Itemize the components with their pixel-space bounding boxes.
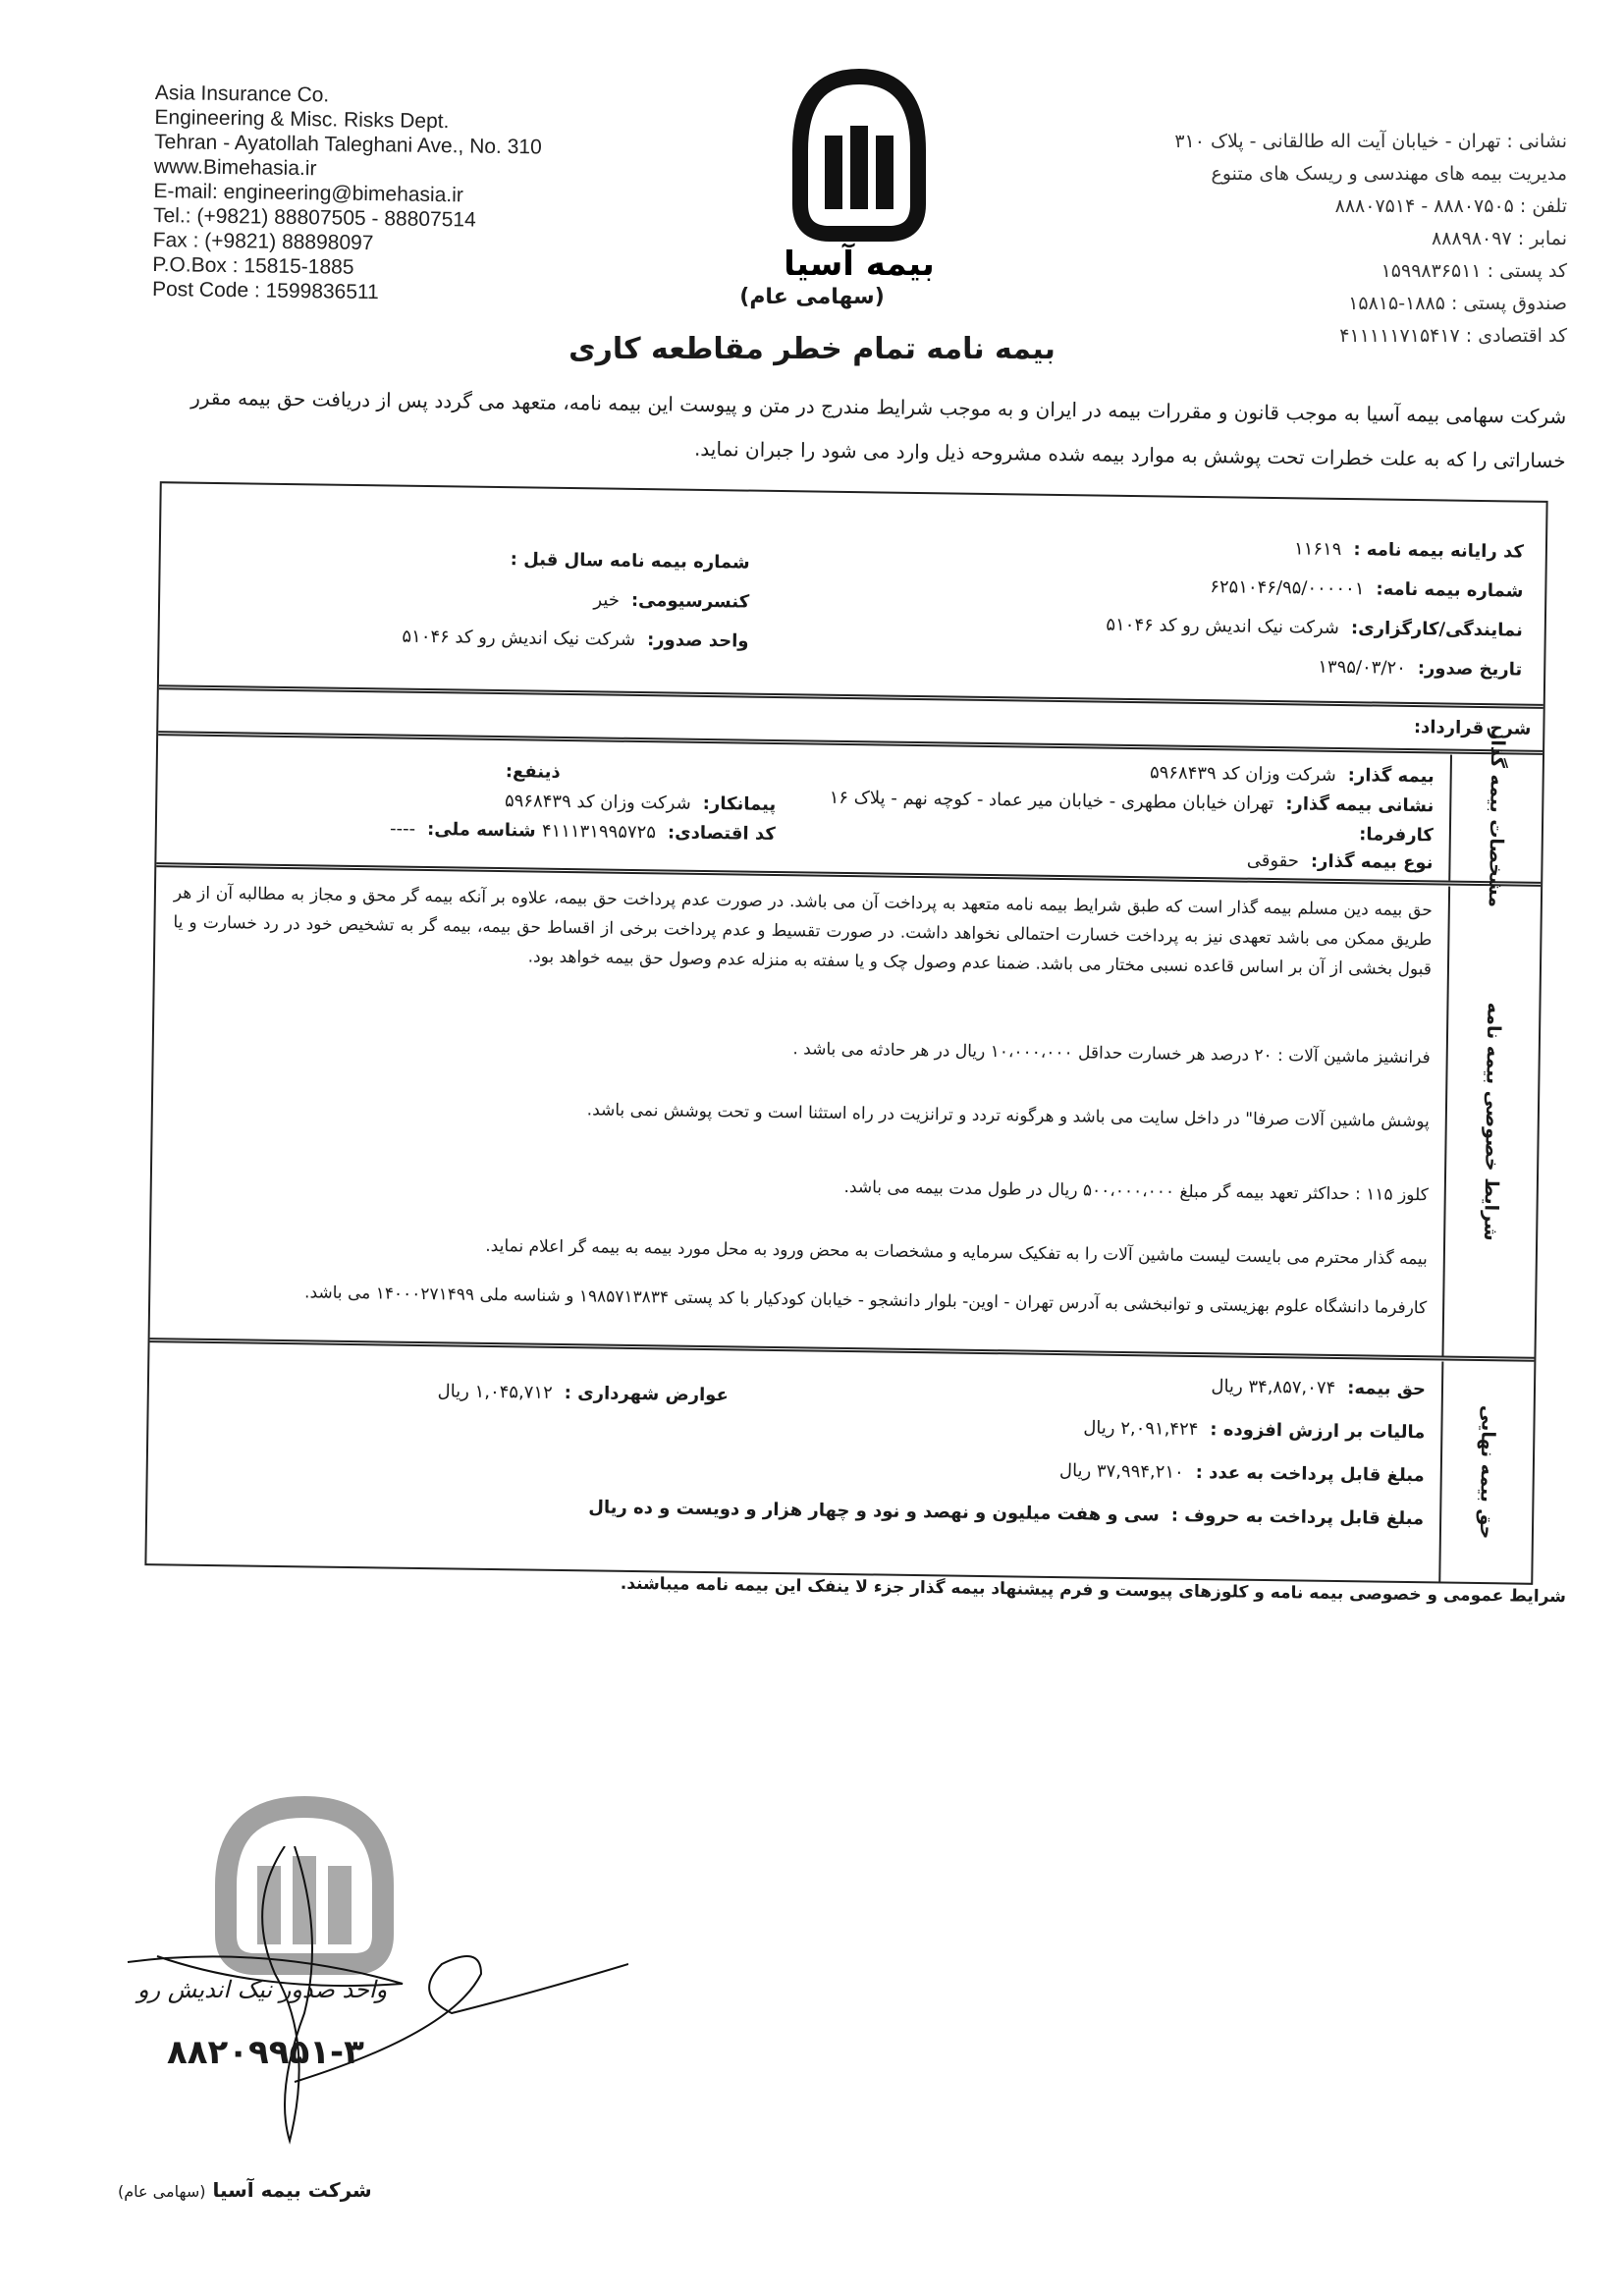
code-label: کد رایانه بیمه نامه :	[1353, 539, 1525, 563]
fa-dept: مدیریت بیمه های مهندسی و ریسک های متنوع	[1211, 163, 1567, 185]
contractor-value: شرکت وزان کد ۵۹۶۸۴۳۹	[504, 791, 691, 814]
insured-name-label: بیمه گذار:	[1347, 765, 1435, 788]
footer-note: شرایط عمومی و خصوصی بیمه نامه و کلوزهای پیوست و فرم پیشنهاد بیمه گذار جزء لا ینفک این بیمه نامه میباشند.	[620, 1573, 1567, 1608]
words-label: مبلغ قابل پرداخت به حروف :	[1170, 1504, 1425, 1530]
persian-header	[1174, 126, 1567, 353]
national-id-label: شناسه ملی:	[426, 819, 536, 842]
insured-type: حقوقی	[1246, 849, 1300, 872]
words-value: سی و هفت میلیون و نهصد و نود و چهار هزار و دویست و ده ریال	[588, 1497, 1160, 1526]
date-label: تاریخ صدور:	[1417, 658, 1523, 681]
fa-pobox: صندوق پستی : ۱۸۸۵-۱۵۸۱۵	[1348, 293, 1567, 314]
document-title: بیمه نامه تمام خطر مقاطعه کاری	[568, 332, 1056, 366]
en-website: www.Bimehasia.ir	[153, 154, 317, 181]
insured-side-label: مشخصات بیمه گذار	[1448, 755, 1543, 882]
en-email: E-mail: engineering@bimehasia.ir	[153, 179, 464, 207]
contractor-label: پیمانکار:	[702, 793, 777, 815]
bimeh-asia-logo	[776, 57, 943, 302]
condition-item: کلوز ۱۱۵ : حداکثر تعهد بیمه گر مبلغ ۵۰۰،۰۰۰،۰۰۰ ریال در طول مدت بیمه می باشد.	[843, 1176, 1429, 1206]
date-value: ۱۳۹۵/۰۳/۲۰	[1318, 656, 1406, 679]
signature-phone: ۸۸۲۰۹۹۵۱-۳	[167, 2033, 364, 2072]
premium-label: حق بیمه:	[1347, 1378, 1427, 1400]
unit-label: واحد صدور:	[646, 629, 749, 652]
en-fax: Fax : (+9821) 88898097	[152, 228, 374, 255]
national-id-value: ----	[389, 818, 416, 840]
condition-item: بیمه گذار محترم می بایست لیست ماشین آلات را به تفکیک سرمایه و مشخصات به محض ورود به محل مورد بیمه به بیمه گر اعلام نماید.	[485, 1235, 1428, 1270]
signature-unit-text: واحد صدور نیک اندیش رو	[137, 1976, 388, 2003]
code-value: ۱۱۶۱۹	[1293, 538, 1342, 560]
agent-value: شرکت نیک اندیش رو کد ۵۱۰۴۶	[1106, 614, 1340, 638]
econ-value: ۴۱۱۱۳۱۹۹۵۷۲۵	[541, 820, 657, 844]
fa-fax: نمابر : ۸۸۸۹۸۰۹۷	[1432, 228, 1567, 249]
premium-value: ۳۴,۸۵۷,۰۷۴ ریال	[1211, 1376, 1336, 1398]
contract-label: شرح قرارداد:	[1413, 717, 1532, 739]
condition-item: کارفرما دانشگاه علوم بهزیستی و توانبخشی به آدرس تهران - اوین- بلوار دانشجو - خیابان کودکیار با کد پستی ۱۹۸۵۷۱۳۸۳۴ و شناسه ملی ۱۴۰۰۰۲۷۱۴۹۹ می باشد.	[303, 1283, 1428, 1319]
conditions-section	[150, 868, 1542, 1362]
fa-address: نشانی : تهران - خیابان آیت اله طالقانی - پلاک ۳۱۰	[1174, 131, 1567, 152]
condition-item: حق بیمه دین مسلم بیمه گذار است که طبق شرایط بیمه نامه متعهد به پرداخت آن می باشد. در صورت عدم پرداخت حق بیمه، علاوه بر آنکه بیمه گر محق و مجاز به مطالبه آن از هر طریق ممکن می باشد تعهدی نیز به پرداخت خسارت احتمالی نخواهد داشت. در صورت تقسیط و عدم پرداخت برخی از اقساط حق بیمه، بیمه گر به تشخیص خود در رد خسارت و یا قبول بخشی از آن بر اساس قاعده نسبی مختار می باشد. ضمنا عدم وصول چک و یا سفته به منزله عدم وصول حق بیمه خواهد بود.	[173, 883, 1433, 980]
bottom-company-name: شرکت بیمه آسیا	[212, 2178, 372, 2202]
fa-postcode: کد پستی : ۱۵۹۹۸۳۶۵۱۱	[1380, 260, 1567, 282]
econ-label: کد اقتصادی:	[667, 822, 776, 845]
vat-label: مالیات بر ارزش افزوده :	[1210, 1419, 1426, 1444]
consortium-value: خیر	[593, 589, 621, 611]
en-pobox: P.O.Box : 15815-1885	[152, 252, 354, 279]
beneficiary-label: ذینفع:	[505, 761, 561, 783]
municipal-value: ۱,۰۴۵,۷۱۲ ریال	[437, 1381, 553, 1403]
insured-type-label: نوع بیمه گذار:	[1310, 850, 1434, 874]
unit-value: شرکت نیک اندیش رو کد ۵۱۰۴۶	[402, 626, 636, 650]
en-dept: Engineering & Misc. Risks Dept.	[154, 105, 450, 134]
insured-address: تهران خیابان مطهری - خیابان میر عماد - کوچه نهم - پلاک ۱۶	[829, 787, 1274, 815]
vat-value: ۲,۰۹۱,۴۲۴ ریال	[1083, 1417, 1199, 1441]
bottom-company	[118, 2178, 372, 2202]
fa-econ-code: کد اقتصادی : ۴۱۱۱۱۱۷۱۵۴۱۷	[1339, 325, 1567, 347]
agent-label: نمایندگی/کارگزاری:	[1350, 618, 1523, 641]
insured-name: شرکت وزان کد ۵۹۶۸۴۳۹	[1149, 762, 1336, 786]
en-postcode: Post Code : 1599836511	[151, 277, 379, 304]
condition-item: پوشش ماشین آلات صرفا" در داخل سایت می باشد و هرگونه تردد و ترانزیت در راه استثنا است و تحت پوشش نمی باشد.	[586, 1100, 1430, 1132]
number-value: ۶۲۵۱۰۴۶/۹۵/۰۰۰۰۰۱	[1210, 576, 1365, 600]
employer-label: کارفرما:	[1359, 824, 1435, 847]
number-label: شماره بیمه نامه:	[1376, 578, 1524, 602]
conditions-side-label: شرایط خصوصی بیمه نامه	[1441, 887, 1541, 1357]
consortium-label: کنسرسیومی:	[630, 589, 750, 613]
premium-section	[146, 1343, 1534, 1583]
condition-item: فرانشیز ماشین آلات : ۲۰ درصد هر خسارت حداقل ۱۰،۰۰۰،۰۰۰ ریال در هر حادثه می باشد .	[792, 1039, 1431, 1068]
policy-header-section	[159, 483, 1546, 709]
premium-side-label: حق بیمه نهایی	[1438, 1361, 1534, 1582]
intro-paragraph: شرکت سهامی بیمه آسیا به موجب قانون و مقررات بیمه در ایران و به موجب شرایط مندرج در متن و پیوست این بیمه نامه، متعهد می گردد پس از دریافت حق بیمه مقرر خساراتی را که به علت خطرات تحت پوشش به موارد بیمه شده مشروحه ذیل وارد می شود را جبران نماید.	[190, 385, 1567, 473]
fa-tel: تلفن : ۸۸۸۰۷۵۰۵ - ۸۸۸۰۷۵۱۴	[1334, 195, 1567, 217]
signature-icon	[118, 1846, 628, 2180]
prev-policy-label: شماره بیمه نامه سال قبل :	[510, 549, 750, 574]
en-tel: Tel.: (+9821) 88807505 - 88807514	[152, 203, 476, 232]
bottom-company-type: (سهامی عام)	[118, 2182, 206, 2201]
insured-section	[156, 729, 1543, 908]
policy-box	[144, 481, 1547, 1585]
total-value: ۳۷,۹۹۴,۲۱۰ ریال	[1058, 1460, 1184, 1483]
municipal-label: عوارض شهرداری :	[564, 1383, 729, 1406]
total-label: مبلغ قابل پرداخت به عدد :	[1195, 1462, 1425, 1487]
insured-address-label: نشانی بیمه گذار:	[1285, 793, 1435, 817]
company-type: (سهامی عام)	[739, 285, 885, 309]
en-address: Tehran - Ayatollah Taleghani Ave., No. 310	[153, 130, 542, 159]
en-company: Asia Insurance Co.	[154, 81, 330, 107]
english-header	[152, 81, 543, 306]
svg-text:بیمه آسیا: بیمه آسیا	[784, 245, 935, 283]
